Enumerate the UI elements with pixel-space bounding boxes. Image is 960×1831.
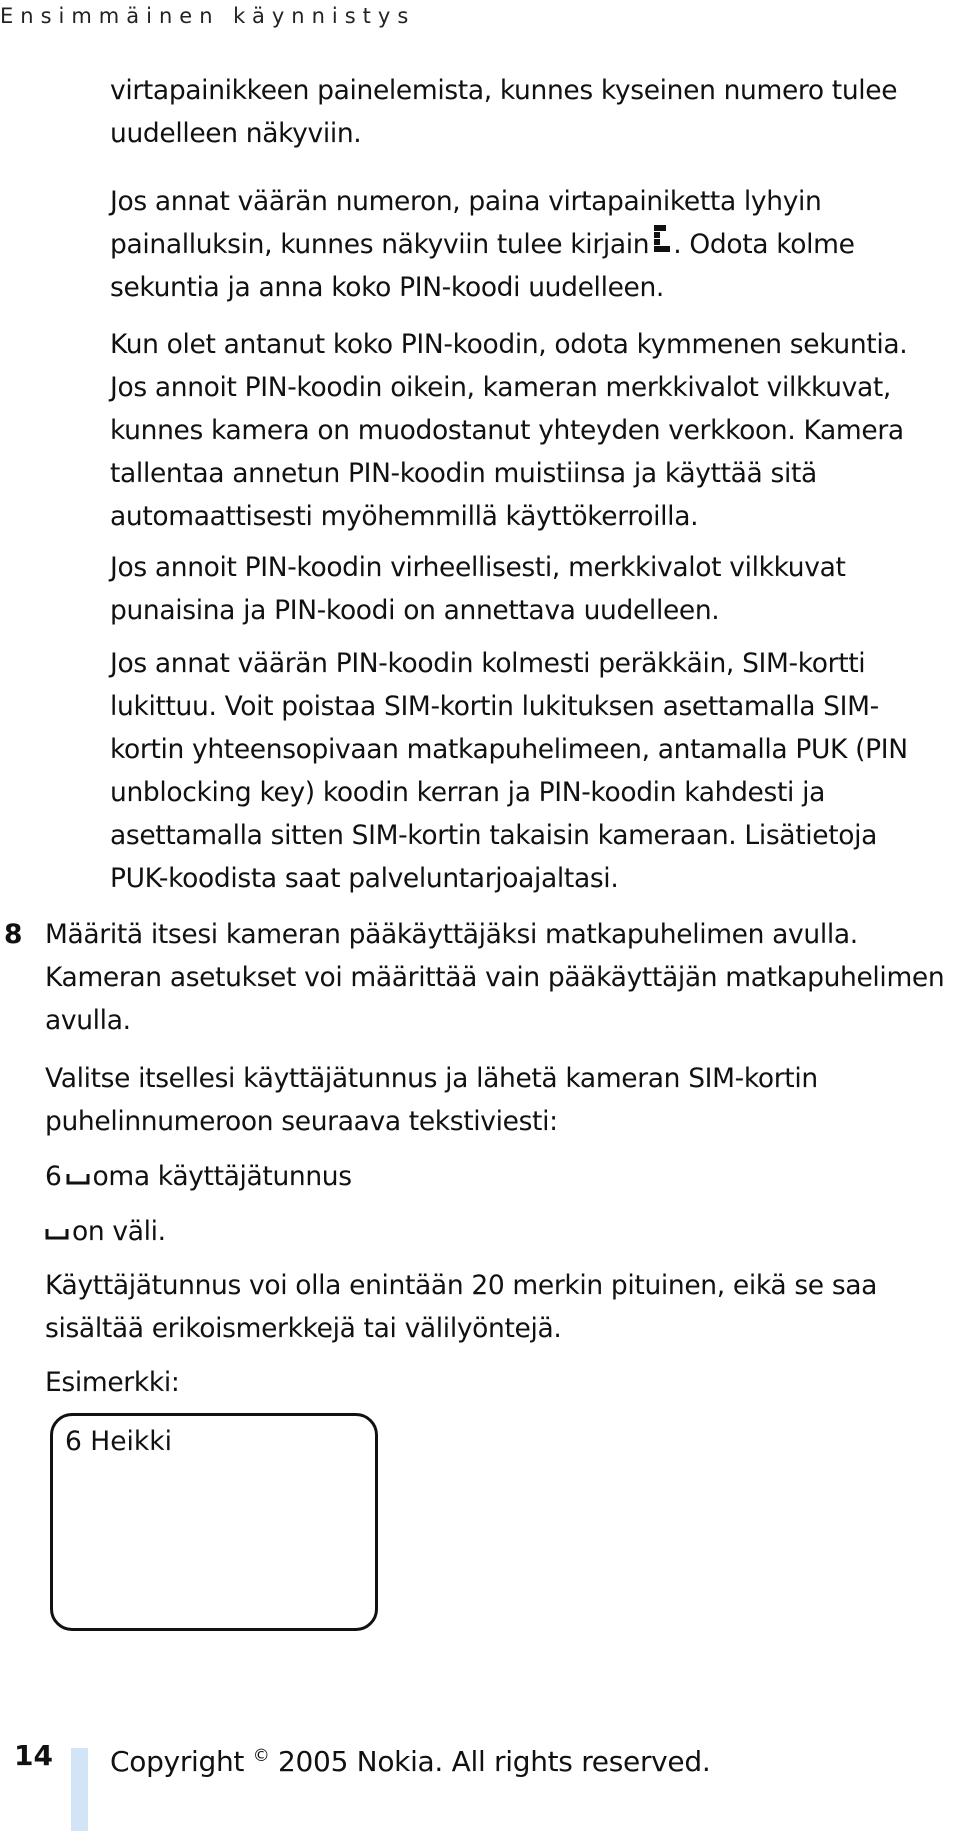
c-letter-icon [653,223,671,266]
paragraph-sim-locked [110,642,950,900]
text-line: Jos annat väärän numeron, paina virtapainiketta lyhyin [110,186,822,217]
footer-accent-bar [71,1748,88,1831]
text-line: Valitse itsellesi käyttäjätunnus ja lähetä kameran SIM-kortin [45,1063,818,1094]
space-symbol-note [45,1210,960,1253]
copyright-text: Copyright [110,1745,253,1778]
section-header: Ensimmäinen käynnistys [0,4,416,28]
paragraph-wrong-number [110,180,950,309]
text-line [45,1210,960,1253]
text-line: Esimerkki: [45,1367,180,1398]
copyright-text: 2005 Nokia. All rights reserved. [269,1745,711,1778]
paragraph-pin-incorrect [110,546,950,632]
page-number: 14 [14,1739,53,1772]
command-prefix: 6 [45,1161,62,1192]
step-8-instruction [45,1057,960,1143]
text-line: puhelinnumeroon seuraava tekstiviesti: [45,1106,558,1137]
copyright-symbol: © [252,1746,270,1766]
text-line: asettamalla sitten SIM-kortin takaisin kameraan. Lisätietoja [110,820,878,851]
text-line: Jos annoit PIN-koodin oikein, kameran merkkivalot vilkkuvat, [110,372,891,403]
paragraph-pin-entered [110,323,950,538]
text-line: sisältää erikoismerkkejä tai välilyöntejä. [45,1313,562,1344]
text-line: Käyttäjätunnus voi olla enintään 20 merkin pituinen, eikä se saa [45,1270,878,1301]
text-line: uudelleen näkyviin. [110,118,362,149]
text-line: punaisina ja PIN-koodi on annettava uudelleen. [110,595,720,626]
text-line: kunnes kamera on muodostanut yhteyden verkkoon. Kamera [110,415,904,446]
text-segment: on väli. [72,1216,166,1247]
text-line: kortin yhteensopivaan matkapuhelimeen, antamalla PUK (PIN [110,734,908,765]
space-symbol-icon [45,1210,69,1253]
text-line: Jos annoit PIN-koodin virheellisesti, merkkivalot vilkkuvat [110,552,846,583]
text-segment: painalluksin, kunnes näkyviin tulee kirjain [110,229,650,260]
paragraph-continuation [110,69,950,155]
username-limits [45,1264,960,1350]
sms-example-box [50,1413,378,1631]
space-symbol-icon [66,1155,90,1198]
text-line: unblocking key) koodin kerran ja PIN-koodin kahdesti ja [110,777,825,808]
example-label [45,1361,960,1404]
text-line: virtapainikkeen painelemista, kunnes kyseinen numero tulee [110,75,898,106]
text-line: avulla. [45,1005,131,1036]
step-8-intro [45,913,960,1042]
text-line: tallentaa annetun PIN-koodin muistiinsa ja käyttää sitä [110,458,817,489]
text-line: PUK-koodista saat palveluntarjoajaltasi. [110,863,619,894]
text-line: lukittuu. Voit poistaa SIM-kortin lukituksen asettamalla SIM- [110,691,879,722]
text-line: sekuntia ja anna koko PIN-koodi uudelleen. [110,272,665,303]
step-number: 8 [4,919,23,950]
text-line: Kameran asetukset voi määrittää vain pääkäyttäjän matkapuhelimen [45,962,945,993]
copyright-notice [110,1738,710,1780]
text-line [110,223,950,266]
text-line: Määritä itsesi kameran pääkäyttäjäksi matkapuhelimen avulla. [45,919,858,950]
command-text: oma käyttäjätunnus [92,1161,352,1192]
text-line: automaattisesti myöhemmillä käyttökerroilla. [110,501,699,532]
text-line: Jos annat väärän PIN-koodin kolmesti peräkkäin, SIM-kortti [110,648,866,679]
sms-example-text: 6 Heikki [65,1426,172,1457]
text-line: Kun olet antanut koko PIN-koodin, odota kymmenen sekuntia. [110,329,908,360]
text-segment: . Odota kolme [673,229,855,260]
text-line [45,1155,960,1198]
sms-command-format [45,1155,960,1198]
